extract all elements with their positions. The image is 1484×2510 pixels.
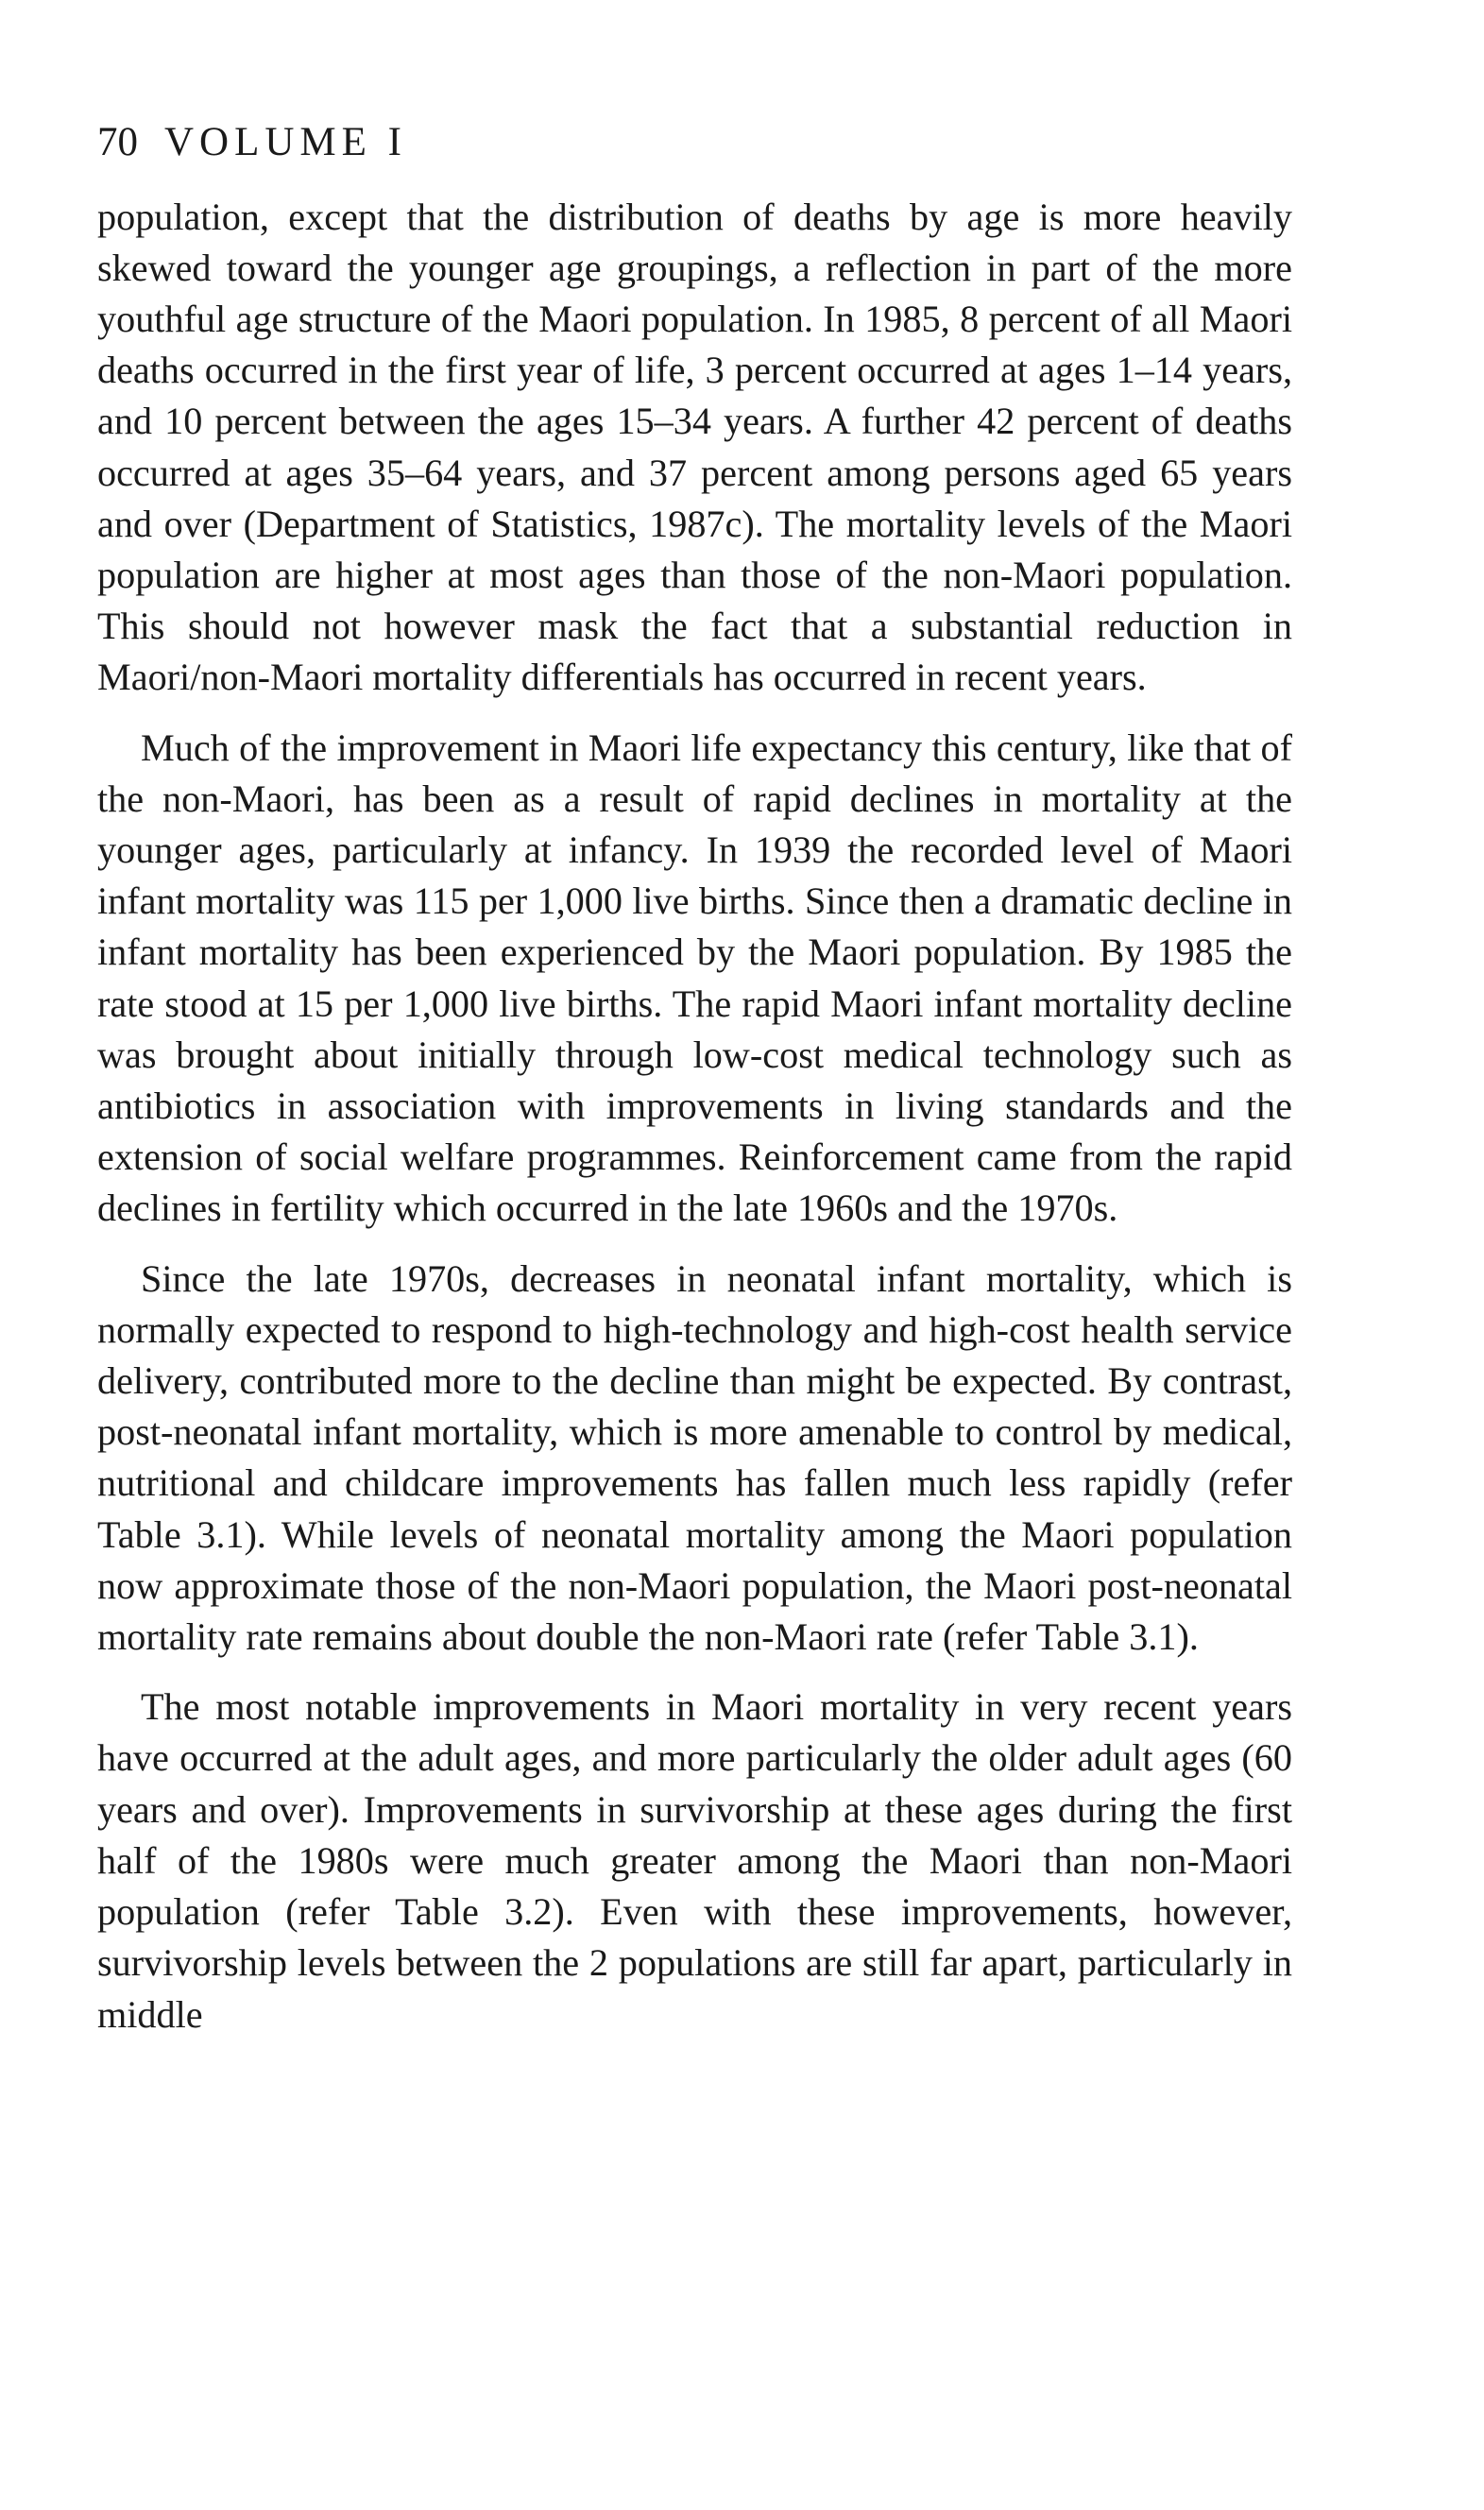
page — [97, 118, 1292, 2040]
page-number: 70 — [97, 120, 138, 164]
paragraph-4: The most notable improvements in Maori mortality in very recent years have occurred at the adult ages, and more particularly the older adult ages (60 years and over). Improvements in survivorship at these ages during the first half of the 1980s were much greater among the Maori than non-Maori population (refer Table 3.2). Even with these improvements, however, survivorship levels between the 2 populations are still far apart, particularly in middle — [97, 1685, 1292, 2036]
paragraph-1: population, except that the distribution of deaths by age is more heavily skewed toward the younger age groupings, a reflection in part of the more youthful age structure of the Maori population. In 1985, 8 percent of all Maori deaths occurred in the first year of life, 3 percent occurred at ages 1–14 years, and 10 percent between the ages 15–34 years. A further 42 percent of deaths occurred at ages 35–64 years, and 37 percent among persons aged 65 years and over (Department of Statistics, 1987c). The mortality levels of the Maori population are higher at most ages than those of the non-Maori population. This should not however mask the fact that a substantial reduction in Maori/non-Maori mortality differentials has occurred in recent years. — [97, 195, 1292, 699]
running-title: VOLUME I — [163, 120, 407, 164]
body-text — [97, 192, 1292, 2040]
running-head — [97, 118, 1292, 167]
paragraph-3: Since the late 1970s, decreases in neonatal infant mortality, which is normally expected to respond to high-technology and high-cost health service delivery, contributed more to the decline than might be expected. By contrast, post-neonatal infant mortality, which is more amenable to control by medical, nutritional and childcare improvements has fallen much less rapidly (refer Table 3.1). While levels of neonatal mortality among the Maori population now approximate those of the non-Maori population, the Maori post-neonatal mortality rate remains about double the non-Maori rate (refer Table 3.1). — [97, 1256, 1292, 1659]
paragraph-2: Much of the improvement in Maori life expectancy this century, like that of the non-Maori, has been as a result of rapid declines in mortality at the younger ages, particularly at infancy. In 1939 the recorded level of Maori infant mortality was 115 per 1,000 live births. Since then a dramatic decline in infant mortality has been experienced by the Maori population. By 1985 the rate stood at 15 per 1,000 live births. The rapid Maori infant mortality decline was brought about initially through low-cost medical technology such as antibiotics in association with improvements in living standards and the extension of social welfare programmes. Reinforcement came from the rapid declines in fertility which occurred in the late 1960s and the 1970s. — [97, 726, 1292, 1230]
